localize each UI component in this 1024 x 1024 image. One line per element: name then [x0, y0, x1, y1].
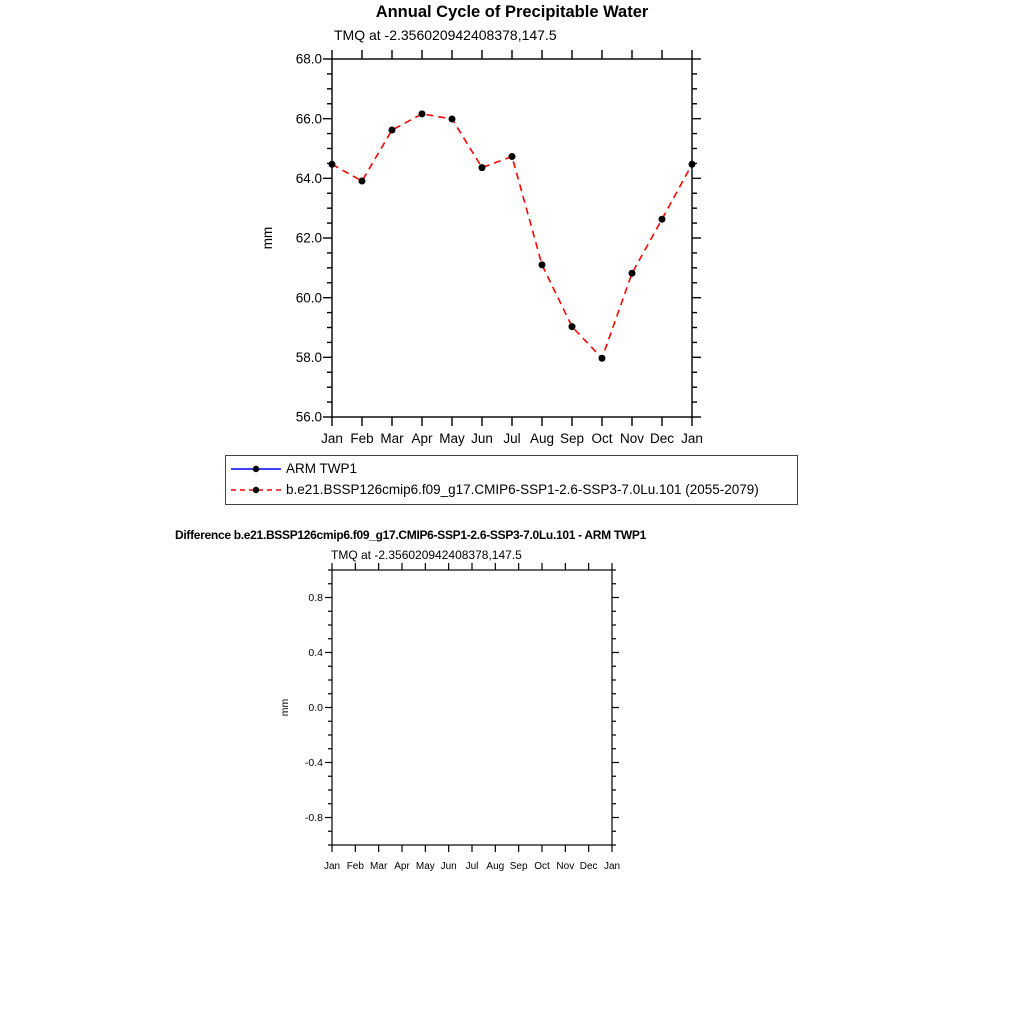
data-point	[389, 127, 396, 134]
x-axis-label: Apr	[394, 861, 410, 872]
x-axis-label: May	[415, 861, 435, 872]
y-axis-tick-label: 60.0	[295, 290, 322, 306]
y-axis-title: mm	[260, 226, 275, 250]
y-axis-title: mm	[279, 698, 291, 717]
x-axis-label: Dec	[649, 431, 675, 446]
data-point	[689, 161, 696, 168]
y-axis-tick-label: 66.0	[295, 111, 322, 127]
data-point	[419, 110, 426, 117]
y-axis-tick-label: 0.4	[308, 647, 323, 660]
x-axis-label: Oct	[534, 861, 550, 872]
difference-chart	[240, 555, 660, 872]
data-point	[539, 261, 546, 268]
x-axis-label: Jul	[503, 431, 521, 446]
obs-marker-sample	[253, 465, 259, 471]
data-point	[449, 115, 456, 122]
annual-cycle-chart	[240, 28, 760, 453]
y-axis-tick-label: 0.0	[308, 702, 323, 715]
series-line	[332, 114, 692, 358]
x-axis-label: Dec	[579, 861, 598, 872]
y-axis-tick-label: 62.0	[295, 230, 322, 246]
x-axis-label: Jun	[471, 431, 493, 446]
x-axis-label: Feb	[350, 431, 374, 446]
x-axis-label: Mar	[380, 431, 404, 446]
legend-item-arm-twp1	[226, 458, 797, 479]
data-point	[629, 270, 636, 277]
chart1-subtitle: TMQ at -2.356020942408378,147.5	[334, 27, 557, 43]
x-axis-label: Sep	[509, 861, 528, 872]
difference-chart-title: Difference b.e21.BSSP126cmip6.f09_g17.CMIP6-SSP1-2.6-SSP3-7.0Lu.101 - ARM TWP1	[175, 528, 647, 542]
data-point	[479, 164, 486, 171]
legend-label-obs: ARM TWP1	[286, 461, 358, 476]
y-axis-tick-label: 58.0	[295, 350, 322, 366]
y-axis-tick-label: -0.8	[304, 812, 323, 825]
legend-line-sample-model	[229, 484, 283, 496]
y-axis-tick-label: 64.0	[295, 171, 322, 187]
model-marker-sample	[253, 486, 259, 492]
data-point	[599, 355, 606, 362]
y-axis-tick-label: 68.0	[295, 51, 322, 67]
x-axis-label: Apr	[411, 431, 433, 446]
data-point	[359, 178, 366, 185]
x-axis-label: Jan	[681, 431, 703, 446]
x-axis-label: Aug	[529, 431, 555, 446]
plot-frame	[332, 570, 612, 845]
x-axis-label: Sep	[559, 431, 585, 446]
chart2-subtitle: TMQ at -2.356020942408378,147.5	[331, 548, 522, 562]
y-axis-tick-label: -0.4	[304, 757, 323, 770]
x-axis-label: Jan	[603, 861, 621, 872]
legend-line-sample-obs	[229, 463, 283, 475]
page-title: Annual Cycle of Precipitable Water	[375, 3, 649, 21]
data-point	[659, 216, 666, 223]
x-axis-label: Oct	[591, 431, 613, 446]
x-axis-label: Jul	[465, 861, 479, 872]
data-point	[569, 323, 576, 330]
legend-label-model: b.e21.BSSP126cmip6.f09_g17.CMIP6-SSP1-2.6-SSP3-7.0Lu.101 (2055-2079)	[286, 482, 759, 497]
x-axis-label: Jan	[323, 861, 341, 872]
x-axis-label: Jan	[321, 431, 343, 446]
x-axis-label: Mar	[370, 861, 388, 872]
legend	[225, 455, 798, 505]
plot-frame	[332, 59, 692, 417]
x-axis-label: Aug	[486, 861, 505, 872]
x-axis-label: Jun	[440, 861, 457, 872]
x-axis-label: Nov	[619, 431, 645, 446]
x-axis-label: May	[439, 431, 465, 446]
data-point	[509, 153, 516, 160]
y-axis-tick-label: 0.8	[308, 592, 323, 605]
x-axis-label: Nov	[556, 861, 575, 872]
x-axis-label: Feb	[346, 861, 364, 872]
data-point	[329, 161, 336, 168]
legend-item-model	[226, 479, 797, 500]
y-axis-tick-label: 56.0	[295, 409, 322, 425]
